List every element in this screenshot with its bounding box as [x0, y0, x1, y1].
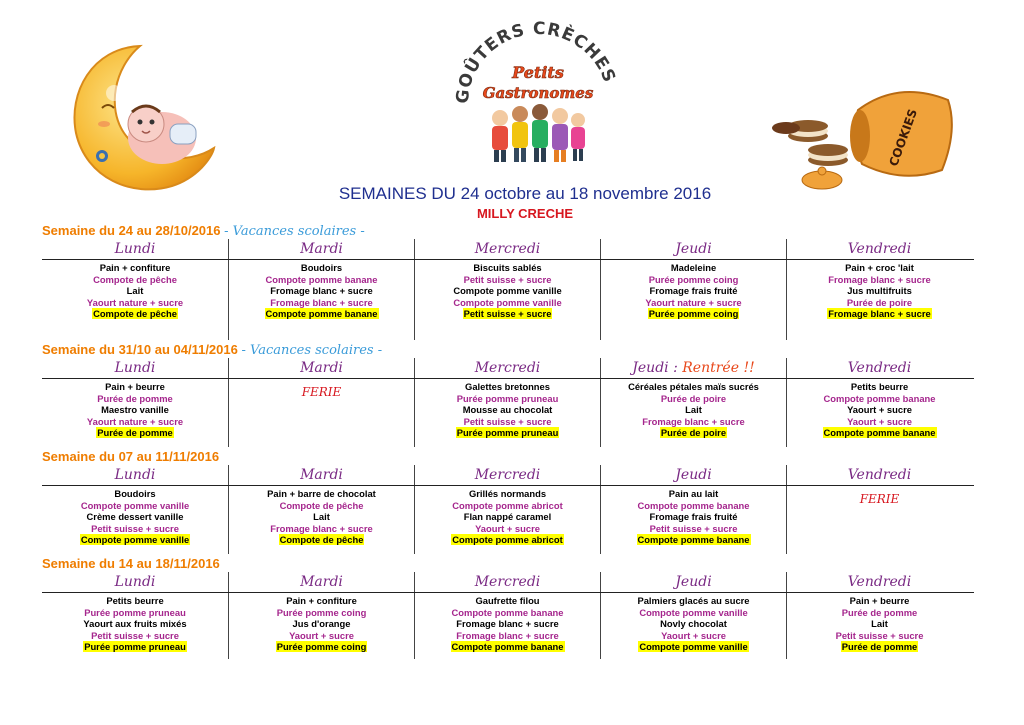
- day-header-row: [42, 572, 974, 593]
- menu-cell-jeudi: Céréales pétales maïs sucrés Purée de poire Lait Fromage blanc + sucre Purée de poire: [600, 379, 786, 447]
- week-title: Semaine du 24 au 28/10/2016 - Vacances scolaires -: [42, 223, 365, 239]
- menu-cell-lundi: Petits beurre Purée pomme pruneau Yaourt aux fruits mixés Petit suisse + sucre Purée pomme pruneau: [83, 595, 187, 653]
- menu-cell-vendredi: Pain + croc 'lait Fromage blanc + sucre Jus multifruits Purée de poire Fromage blanc + sucre: [786, 260, 972, 340]
- day-mardi: Mardi: [228, 572, 414, 592]
- logo-brand-line2: Gastronomes: [482, 84, 594, 102]
- menu-cell-lundi: Pain + beurre Purée de pomme Maestro vanille Yaourt nature + sucre Purée de pomme: [86, 381, 184, 439]
- day-mercredi: Mercredi: [414, 239, 600, 259]
- page-subtitle: MILLY CRECHE: [476, 206, 574, 221]
- menu-row: [42, 593, 974, 659]
- menu-cell-vendredi: [786, 486, 972, 554]
- moon-baby-illustration: [62, 38, 222, 198]
- day-header-row: [42, 358, 974, 379]
- logo-arc-text: GOÛTERS CRÈCHES: [452, 18, 620, 105]
- menu-cell-vendredi: Pain + beurre Purée de pomme Lait Petit suisse + sucre Purée de pomme: [786, 593, 972, 659]
- vacances-note: - Vacances scolaires -: [241, 343, 383, 358]
- menu-cell-jeudi: Madeleine Purée pomme coing Fromage frais fruité Yaourt nature + sucre Purée pomme coing: [600, 260, 786, 340]
- gouters-creches-logo: [440, 18, 630, 168]
- day-mercredi: Mercredi: [414, 465, 600, 485]
- menu-cell-lundi: Pain + confiture Compote de pêche Lait Yaourt nature + sucre Compote de pêche: [86, 262, 184, 320]
- day-jeudi: Jeudi: [600, 239, 786, 259]
- day-mercredi: Mercredi: [414, 358, 600, 378]
- menu-row: [42, 486, 974, 554]
- week-title: Semaine du 14 au 18/11/2016: [42, 556, 220, 571]
- cookie-jar-label: COOKIES: [886, 107, 921, 169]
- menu-row: [42, 379, 974, 447]
- day-vendredi: Vendredi: [786, 465, 972, 485]
- page-title: SEMAINES DU 24 octobre au 18 novembre 2016: [338, 184, 712, 203]
- week-4: [42, 556, 974, 659]
- week-3: [42, 449, 974, 554]
- ferie-label: FERIE: [859, 492, 900, 506]
- day-vendredi: Vendredi: [786, 572, 972, 592]
- menu-cell-mardi: Boudoirs Compote pomme banane Fromage blanc + sucre Fromage blanc + sucre Compote pomme banane: [228, 260, 414, 340]
- day-mardi: Mardi: [228, 239, 414, 259]
- menu-cell-mercredi: Biscuits sablés Petit suisse + sucre Compote pomme vanille Compote pomme vanille Petit suisse + sucre: [414, 260, 600, 340]
- day-header-row: [42, 239, 974, 260]
- menu-cell-mardi: Pain + barre de chocolat Compote de pêche Lait Fromage blanc + sucre Compote de pêche: [228, 486, 414, 554]
- day-lundi: Lundi: [114, 574, 156, 590]
- vacances-note: - Vacances scolaires -: [224, 224, 365, 239]
- day-lundi: Lundi: [114, 360, 156, 376]
- week-2: [42, 342, 974, 447]
- day-lundi: Lundi: [114, 241, 156, 257]
- menu-cell-vendredi: Petits beurre Compote pomme banane Yaourt + sucre Yaourt + sucre Compote pomme banane: [786, 379, 972, 447]
- cookie-jar-illustration: [772, 84, 962, 194]
- menu-cell-mardi: [228, 379, 414, 447]
- day-jeudi: Jeudi : Rentrée !!: [600, 358, 786, 378]
- week-title: Semaine du 07 au 11/11/2016: [42, 449, 220, 464]
- children-figures-icon: [492, 104, 585, 162]
- menu-cell-mercredi: Galettes bretonnes Purée pomme pruneau Mousse au chocolat Petit suisse + sucre Purée pomme pruneau: [414, 379, 600, 447]
- menu-cell-mardi: Pain + confiture Purée pomme coing Jus d'orange Yaourt + sucre Purée pomme coing: [228, 593, 414, 659]
- menu-row: [42, 260, 974, 340]
- menu-cell-mercredi: Grillés normands Compote pomme abricot Flan nappé caramel Yaourt + sucre Compote pomme abricot: [414, 486, 600, 554]
- day-jeudi: Jeudi: [600, 572, 786, 592]
- day-vendredi: Vendredi: [786, 358, 972, 378]
- day-mardi: Mardi: [228, 358, 414, 378]
- day-lundi: Lundi: [114, 467, 156, 483]
- ferie-label: FERIE: [301, 385, 342, 399]
- day-jeudi: Jeudi: [600, 465, 786, 485]
- menu-cell-mercredi: Gaufrette filou Compote pomme banane Fromage blanc + sucre Fromage blanc + sucre Compote pomme banane: [414, 593, 600, 659]
- day-vendredi: Vendredi: [786, 239, 972, 259]
- week-title: Semaine du 31/10 au 04/11/2016 - Vacances scolaires -: [42, 342, 383, 358]
- week-1: [42, 223, 974, 340]
- day-mardi: Mardi: [228, 465, 414, 485]
- menu-cell-lundi: Boudoirs Compote pomme vanille Crème dessert vanille Petit suisse + sucre Compote pomme vanille: [80, 488, 190, 546]
- logo-brand-line1: Petits: [512, 63, 564, 82]
- menu-cell-jeudi: Palmiers glacés au sucre Compote pomme vanille Novly chocolat Yaourt + sucre Compote pomme vanille: [600, 593, 786, 659]
- menu-cell-jeudi: Pain au lait Compote pomme banane Fromage frais fruité Petit suisse + sucre Compote pomme banane: [600, 486, 786, 554]
- day-header-row: [42, 465, 974, 486]
- day-mercredi: Mercredi: [414, 572, 600, 592]
- rentree-note: Rentrée !!: [682, 360, 755, 376]
